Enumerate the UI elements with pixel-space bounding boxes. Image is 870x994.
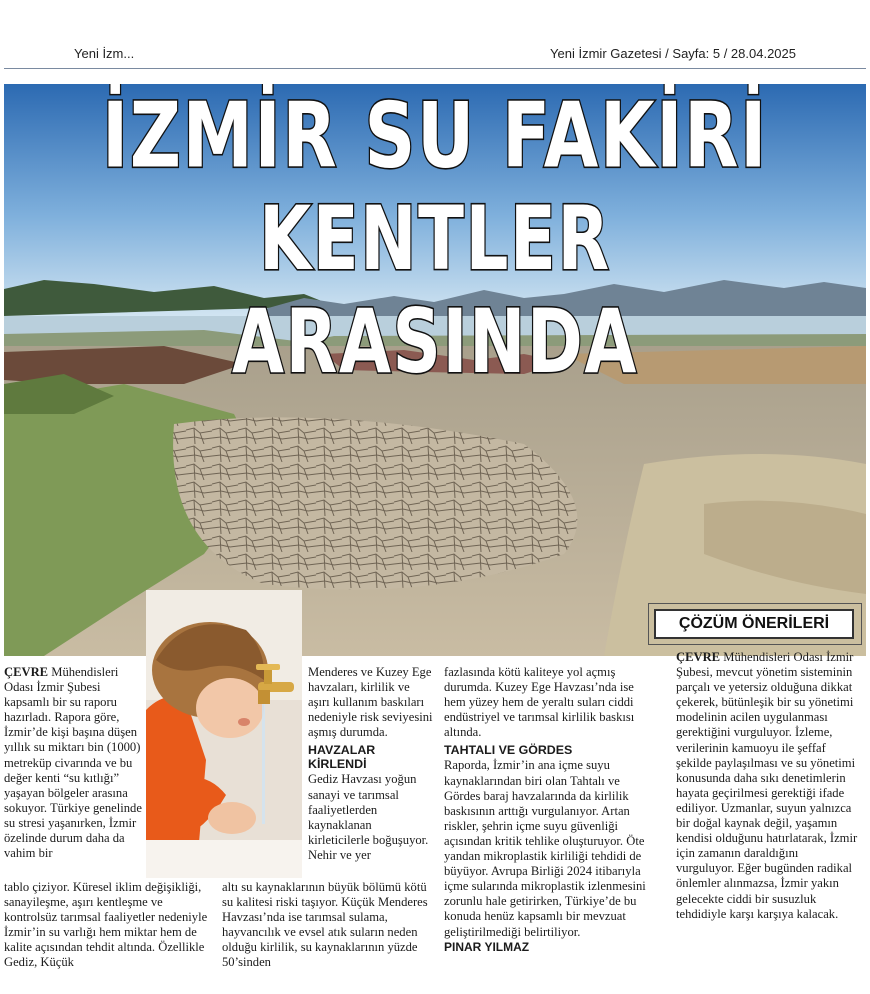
headline-line-2: KENTLER ARASINDA — [231, 187, 638, 393]
sidebar-text: Mühendisleri Odası İzmir Şubesi, mevcut yönetim sisteminin parçalı ve yetersiz olduğuna dikkat çekerek, bütünleşik bir su yönetimi modelinin acilen uygulanması gerektiğini vurguluyor. İzleme, verilerinin kamuoyu ile şeffaf şekilde paylaşılması ve su yönetimi konusunda daha sıkı denetimlerin hayata geçirilmesi gerektiği ifade ediliyor. Uzmanlar, suyun yalnızca bir doğal kaynak değil, yaşamın kendisi olduğunu hatırlatarak, İzmir için zamanın daraldığını vurguluyor. Eğer bugünden radikal önlemler alınmazsa, İzmir yakın gelecekte ciddi bir susuzluk tehdidiyle karşı karşıya kalacak. — [676, 650, 858, 921]
header-publication-info: Yeni İzmir Gazetesi / Sayfa: 5 / 28.04.2025 — [550, 46, 796, 61]
article-text: Gediz Havzası yoğun sanayi ve tarımsal faaliyetlerden kaynaklanan kirleticilerle boğuşuyor. Nehir ve yer — [308, 772, 429, 862]
headline-line-1: İZMİR SU FAKİRİ — [102, 84, 768, 189]
article-column-3 — [444, 665, 654, 955]
sidebar-solutions — [676, 650, 858, 922]
article-column-1 — [4, 665, 147, 861]
header-publication-short: Yeni İzm... — [74, 46, 135, 61]
header-divider — [4, 68, 866, 69]
article-text: fazlasında kötü kaliteye yol açmış durumda. Kuzey Ege Havzası’nda ise hem yüzey hem de yeraltı suları ciddi endüstriyel ve tarımsal kirlilik baskısı altında. — [444, 665, 635, 740]
article-lead-word: ÇEVRE — [4, 665, 49, 679]
child-at-tap-illustration — [146, 590, 302, 878]
article-column-2-bottom — [222, 880, 440, 971]
article-paragraph-1 — [4, 665, 147, 861]
article-text: Menderes ve Kuzey Ege havzaları, kirlilik ve aşırı kullanım baskıları nedeniyle risk seviyesini aşmış durumda. — [308, 665, 433, 740]
child-drinking-water-photo — [146, 590, 302, 878]
sidebar-lead-word: ÇEVRE — [676, 650, 721, 664]
article-text: Mühendisleri Odası İzmir Şubesi kapsamlı bir su raporu hazırladı. Rapora göre, İzmir’de kişi başına düşen yıllık su miktarı bin (1000) metreküp civarında ve bu değer kenti “su kıtlığı” yaşayan bölgeler arasına sokuyor. Türkiye genelinde su stresi yaşanırken, İzmir özelinde durum daha da vahim bir — [4, 665, 142, 861]
page-header — [0, 0, 870, 70]
article-column-1-bottom — [4, 880, 217, 971]
article-text: altı su kaynaklarının büyük bölümü kötü su kalitesi riski taşıyor. Küçük Menderes Havzası’nda ise tarımsal sulama, hayvancılık ve evsel atık suların neden olduğu kirlilik, su kaynaklarının yüzde 50’sinden — [222, 880, 428, 970]
article-column-2 — [308, 665, 434, 863]
subheading-basins-polluted: HAVZALAR KİRLENDİ — [308, 743, 376, 772]
article-text: Raporda, İzmir’in ana içme suyu kaynaklarından biri olan Tahtalı ve Gördes baraj havzalarında da kirlilik baskısının arttığı vurgulanıyor. Artan riskler, şehrin içme suyu güvenliği açısından kritik tehlike oluşturuyor. Öte yandan mikroplastik kirliliği tehdidi de büyüyor. Avrupa Birliği 2024 itibarıyla içme sularında mikroplastik izlenmesini zorunlu hale getirirken, Türkiye’de bu konuda henüz kapsamlı bir mevzuat geliştirilmediği belirtiliyor. — [444, 758, 646, 939]
subheading-tahtali-gordes: TAHTALI VE GÖRDES — [444, 743, 573, 758]
main-photo-dry-lakebed — [4, 84, 866, 656]
sidebar-paragraph — [676, 650, 858, 922]
article-text: tablo çiziyor. Küresel iklim değişikliği, sanayileşme, aşırı kentleşme ve kontrolsüz tarımsal faaliyetler nedeniyle İzmir’in su varlığı hem miktar hem de kalite açısından tehdit altında. Özellikle Gediz, Küçük — [4, 880, 208, 970]
article-byline: PINAR YILMAZ — [444, 939, 530, 954]
sidebar-title: ÇÖZÜM ÖNERİLERİ — [654, 609, 854, 639]
